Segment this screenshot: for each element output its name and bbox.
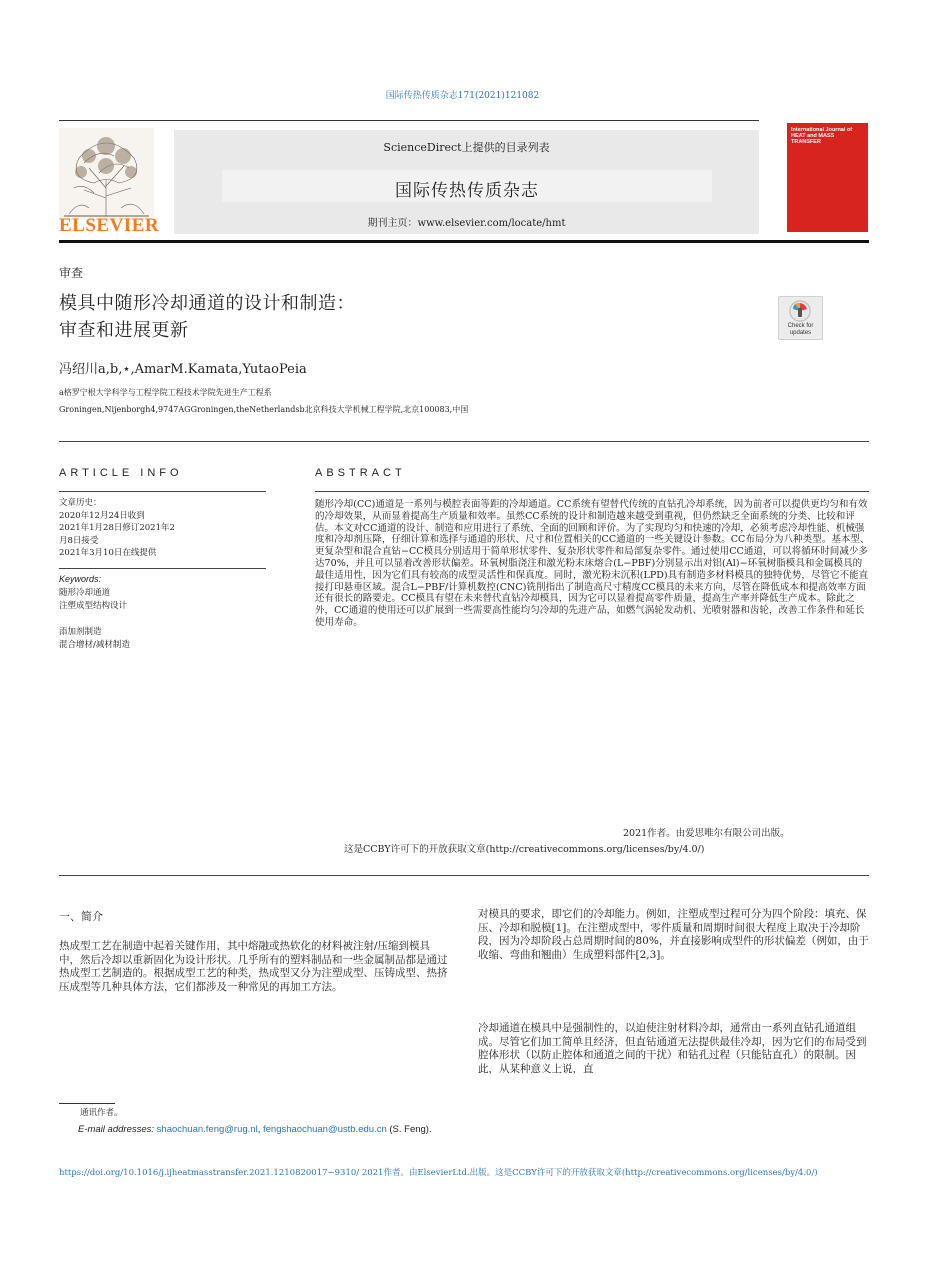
journal-title: 国际传热传质杂志: [395, 181, 539, 201]
keyword-spacer: [59, 613, 266, 626]
history-received: 2020年12月24日收到: [59, 510, 145, 521]
article-title-line-2: 审查和进展更新: [59, 320, 189, 341]
abstract-rule: [315, 491, 869, 492]
journal-masthead: [59, 120, 869, 236]
journal-cover-thumbnail[interactable]: [787, 123, 868, 232]
keyword-item: 添加剂制造: [59, 627, 102, 637]
elsevier-wordmark: ELSEVIER: [59, 215, 160, 236]
doi-license-footer[interactable]: https://doi.org/10.1016/j.ijheatmasstransfer.2021.1210820017−9310/ 2021作者。由ElsevierLtd.出版。这是CCBY许可下的开放获取文章(http://creativecommons.org/licenses/by/4.0/): [59, 1168, 818, 1178]
article-info-rule: [59, 491, 266, 492]
history-label: 文章历史：: [59, 498, 102, 508]
cover-title: International Journal of HEAT and MASS TRANSFER: [791, 127, 853, 145]
journal-header-band: [174, 130, 759, 234]
article-info-heading: ARTICLE INFO: [59, 467, 183, 479]
body-paragraph-left: 热成型工艺在制造中起着关键作用，其中熔融或热软化的材料被注射/压缩到模具中，然后冷却以重新固化为设计形状。几乎所有的塑料制品和一些金属制品都是通过热成型工艺制造的。根据成型工艺的种类，热成型又分为注塑成型、压铸成型、热挤压成型等几种具体方法，它们都涉及一种常见的再加工方法。: [59, 940, 448, 993]
article-type-label: 审查: [59, 266, 84, 280]
body-paragraph-right-1: 对模具的要求，即它们的冷却能力。例如，注塑成型过程可分为四个阶段：填充、保压、冷却和脱模[1]。在注塑成型中，零件质量和周期时间很大程度上取决于冷却阶段，因为冷却阶段占总周期时间的80%，并直接影响成型件的形状偏差（例如，由于收缩、弯曲和翘曲）生成塑料部件[2,3]。: [478, 908, 869, 961]
keyword-item: 随形冷却通道: [59, 588, 111, 598]
check-for-updates-button[interactable]: [778, 296, 823, 340]
email-suffix: (S. Feng).: [386, 1124, 432, 1135]
history-accepted: 月8日接受: [59, 535, 99, 546]
author-list[interactable]: 冯绍川a,b,⋆,AmarM.Kamata,YutaoPeia: [59, 362, 307, 377]
check-updates-icon: [789, 300, 811, 322]
email-footnote: [78, 1124, 432, 1135]
body-divider: [59, 875, 869, 876]
abstract-heading: ABSTRACT: [315, 467, 406, 479]
email-label: E-mail addresses:: [78, 1124, 155, 1135]
license-notice[interactable]: 这是CCBY许可下的开放获取文章(http://creativecommons.org/licenses/by/4.0/): [344, 844, 705, 855]
article-title: [59, 290, 699, 344]
journal-citation-link[interactable]: 国际传热传质杂志171(2021)121082: [385, 91, 540, 101]
abstract-text: 随形冷却(CC)通道是一系列与模腔表面等距的冷却通道。CC系统有望替代传统的直钻孔冷却系统，因为前者可以提供更均匀和有效的冷却效果，从而显着提高生产质量和效率。虽然CC系统的设计和制造越来越受到重视，但仍然缺乏全面系统的分类、比较和评估。本文对CC通道的设计、制造和应用进行了系统、全面的回顾和评价。为了实现均匀和快速的冷却，必须考虑冷却性能、机械强度和冷却剂压降，仔细计算和选择与通道的形状、尺寸和位置相关的CC通道的一些关键设计参数。CC布局分为八种类型。基本型、更复杂型和混合直钻−CC模具分别适用于简单形状零件、复杂形状零件和局部复杂零件。通过使用CC通道，可以将循环时间减少多达70%，并且可以显着改善形状偏差。环氧树脂浇注和激光粉末床熔合(L−PBF)分别显示出对铝(Al)−环氧树脂模具和金属模具的最佳适用性，因为它们具有较高的成型灵活性和保真度。同时，激光粉末沉积(LPD)具有制造多材料模具的独特优势，尽管它不能直接打印悬垂区域。混合L−PBF/计算机数控(CNC)铣削指出了制造高尺寸精度CC模具的未来方向，尽管在降低成本和提高效率方面还有很长的路要走。CC模具有望在未来替代直钻冷却模具，因为它可以显着提高零件质量，提高生产率并降低生产成本。除此之外，CC通道的使用还可以扩展到一些需要高性能均匀冷却的先进产品，如燃气涡轮发动机、光喷射器和齿轮，改善工作条件和延长使用寿命。: [315, 499, 870, 628]
masthead-bottom-rule: [59, 240, 869, 243]
keywords-heading: Keywords:: [59, 574, 102, 584]
body-paragraph-right-2: 冷却通道在模具中是强制性的，以迫使注射材料冷却，通常由一系列直钻孔通道组成。尽管它们加工简单且经济，但直钻通道无法提供最佳冷却，因为它们的布局受到腔体形状（以防止腔体和通道之间的干扰）和钻孔过程（只能钻直孔）的限制。因此，从某种意义上说，直: [478, 1022, 867, 1075]
copyright-notice: 2021作者。由爱思唯尔有限公司出版。: [623, 828, 790, 839]
article-history: [59, 497, 266, 560]
sciencedirect-contents-link[interactable]: ScienceDirect上提供的目录列表: [383, 141, 550, 154]
section-divider: [59, 441, 869, 442]
journal-homepage-link[interactable]: 期刊主页：www.elsevier.com/locate/hmt: [367, 218, 566, 229]
history-online: 2021年3月10日在线提供: [59, 548, 157, 558]
history-revised: 2021年1月28日修订2021年2: [59, 523, 175, 533]
check-updates-label: Check for updates: [787, 323, 814, 336]
keyword-item: 注塑成型结构设计: [59, 601, 128, 611]
keywords-rule: [59, 568, 266, 569]
keyword-list: [59, 587, 266, 652]
corresponding-author-note: 通讯作者。: [80, 1108, 123, 1118]
email-separator: ,: [257, 1124, 263, 1135]
email-link-2[interactable]: fengshaochuan@ustb.edu.cn: [262, 1124, 387, 1135]
journal-title-box: [222, 170, 712, 202]
keyword-item: 混合增材/减材制造: [59, 640, 130, 650]
email-link-1[interactable]: shaochuan.feng@rug.nl: [156, 1124, 258, 1135]
introduction-heading: 一、简介: [59, 910, 103, 923]
article-title-line-1: 模具中随形冷却通道的设计和制造：: [59, 293, 355, 314]
affiliation-b: Groningen,Nijenborgh4,9747AGGroningen,theNetherlandsb北京科技大学机械工程学院,北京100083,中国: [59, 405, 469, 414]
affiliation-a: a格罗宁根大学科学与工程学院工程技术学院先进生产工程系: [59, 388, 272, 397]
footnote-rule: [59, 1103, 115, 1104]
